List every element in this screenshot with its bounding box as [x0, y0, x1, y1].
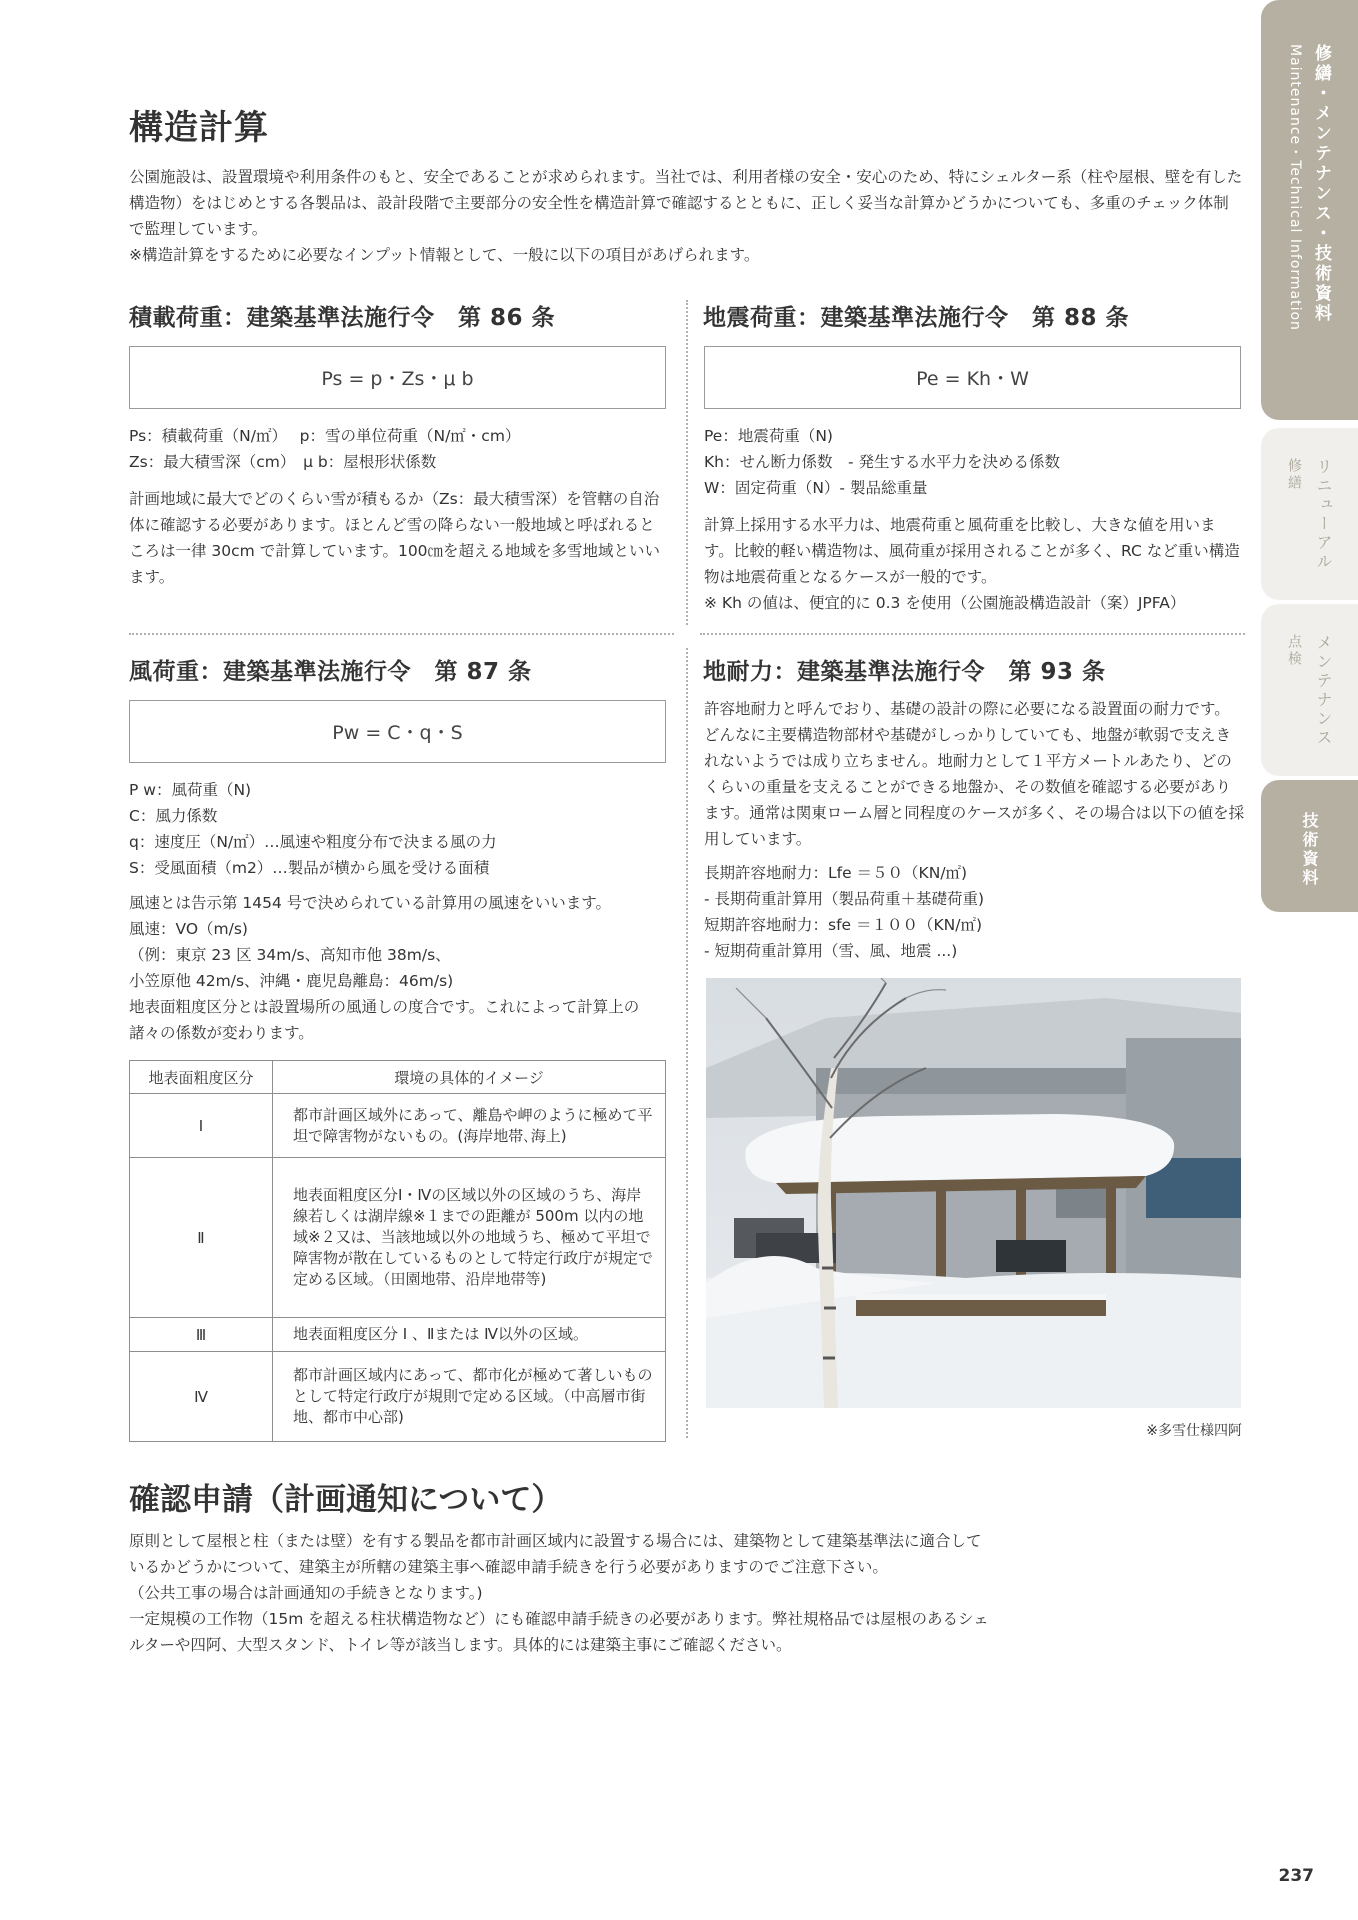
side-tab-maintenance[interactable] [1261, 604, 1358, 776]
definition-line: P w：風荷重（N) [129, 781, 252, 799]
wind-body-line: 風速：VO（m/s) [129, 920, 248, 938]
roughness-class: Ⅳ [130, 1352, 273, 1442]
side-tab-label: メンテナンス [1314, 634, 1333, 748]
roughness-class: Ⅲ [130, 1318, 273, 1352]
table-header: 環境の具体的イメージ [273, 1061, 666, 1094]
snow-load-body [129, 486, 669, 590]
side-tab-sub: Maintenance・Technical Information [1287, 44, 1303, 331]
intro-paragraph: 公園施設は、設置環境や利用条件のもと、安全であることが求められます。当社では、利用者様の安全・安心のため、特にシェルター系（柱や屋根、壁を有した構造物）をはじめとする各製品は、設計段階で主要部分の安全性を構造計算で確認するとともに、正しく妥当な計算かどうかについても、多重のチェック体制で監理しています。 [129, 168, 1243, 238]
confirm-text: 原則として屋根と柱（または壁）を有する製品を都市計画区域内に設置する場合には、建築物として建築基準法に適合しているかどうかについて、建築主が所轄の建築主事へ確認申請手続きを行う必要がありますのでご注意下さい。 [129, 1532, 982, 1576]
wind-load-formula: Pw = C・q・S [129, 700, 666, 763]
table-row [130, 1094, 666, 1158]
side-tab-label: 修繕・メンテナンス・技術資料 [1311, 44, 1331, 324]
wind-load-heading: 風荷重：建築基準法施行令 第 87 条 [129, 659, 532, 685]
side-tab-label: 技術資料 [1300, 812, 1319, 888]
bearing-body [704, 696, 1245, 852]
bearing-values [704, 860, 984, 964]
bearing-value-line: 短期許容地耐力：sfe ＝１００（KN/㎡) [704, 916, 983, 934]
bearing-value-line: - 長期荷重計算用（製品荷重＋基礎荷重) [704, 890, 985, 908]
table-header: 地表面粗度区分 [130, 1061, 273, 1094]
side-tab-label: リニューアル [1314, 458, 1333, 572]
page-title: 構造計算 [129, 108, 269, 148]
roughness-class: Ⅰ [130, 1094, 273, 1158]
snow-load-text: 計画地域に最大でどのくらい雪が積もるか（Zs：最大積雪深）を管轄の自治体に確認する必要があります。ほとんど雪の降らない一般地域と呼ばれるところは一律 30cm で計算しています。100㎝を超える地域を多雪地域といいます。 [129, 490, 661, 586]
bearing-text: 許容地耐力と呼んでおり、基礎の設計の際に必要になる設置面の耐力です。どんなに主要構造物部材や基礎がしっかりしていても、地盤が軟弱で支えきれないようでは成り立ちません。地耐力として１平方メートルあたり、どのくらいの重量を支えることができる地盤か、その数値を確認する必要があります。通常は関東ローム層と同程度のケースが多く、その場合は以下の値を採用しています。 [704, 700, 1245, 848]
intro-text [129, 164, 1244, 268]
confirm-text: 一定規模の工作物（15m を超える柱状構造物など）にも確認申請手続きの必要があります。弊社規格品では屋根のあるシェルターや四阿、大型スタンド、トイレ等が該当します。具体的には建築主事にご確認ください。 [129, 1610, 989, 1654]
snow-load-formula: Ps = p・Zs・μ b [129, 346, 666, 409]
bearing-value-line: - 短期荷重計算用（雪、風、地震 ...) [704, 942, 958, 960]
definition-line: W：固定荷重（N）- 製品総重量 [704, 479, 928, 497]
wind-load-definitions [129, 777, 497, 881]
row-divider-left [129, 633, 674, 635]
seismic-load-heading: 地震荷重：建築基準法施行令 第 88 条 [703, 305, 1130, 331]
side-tab-renewal[interactable] [1261, 428, 1358, 600]
seismic-load-text: 計算上採用する水平力は、地震荷重と風荷重を比較し、大きな値を用います。比較的軽い構造物は、風荷重が採用されることが多く、RC など重い構造物は地震荷重となるケースが一般的です。 [704, 516, 1240, 586]
seismic-load-note: ※ Kh の値は、便宜的に 0.3 を使用（公園施設構造設計（案）JPFA） [704, 594, 1186, 612]
roughness-description: 都市計画区域外にあって、離島や岬のように極めて平坦で障害物がないもの。(海岸地帯､海上) [273, 1094, 666, 1158]
definition-line: Kh：せん断力係数 - 発生する水平力を決める係数 [704, 453, 1061, 471]
side-tab-sub: 点検 [1286, 634, 1302, 668]
snow-load-definitions [129, 423, 520, 475]
photo-caption: ※多雪仕様四阿 [1146, 1423, 1242, 1439]
roughness-description: 地表面粗度区分 Ⅰ 、Ⅱまたは Ⅳ以外の区域。 [273, 1318, 666, 1352]
table-row [130, 1318, 666, 1352]
definition-line: Zs：最大積雪深（cm） μ b：屋根形状係数 [129, 453, 437, 471]
page-number: 237 [1278, 1866, 1314, 1886]
seismic-load-body [704, 512, 1244, 616]
confirm-text: （公共工事の場合は計画通知の手続きとなります。) [129, 1584, 483, 1602]
roughness-description: 地表面粗度区分Ⅰ・Ⅳの区域以外の区域のうち、海岸線若しくは湖岸線※１までの距離が 500m 以内の地域※２又は、当該地域以外の地域うち、極めて平坦で障害物が散在しているものとして特定行政庁が規定で定める区域。（田園地帯、沿岸地帯等) [273, 1158, 666, 1318]
bearing-value-line: 長期許容地耐力：Lfe ＝５０（KN/㎡) [704, 864, 968, 882]
wind-body-line: （例：東京 23 区 34m/s、高知市他 38m/s、 [129, 946, 451, 964]
side-tab-maintenance-technical[interactable] [1261, 0, 1358, 420]
side-tab-technical[interactable] [1261, 780, 1358, 912]
definition-line: S：受風面積（m2）…製品が横から風を受ける面積 [129, 859, 490, 877]
column-divider-top [686, 300, 688, 625]
column-divider-bottom [686, 648, 688, 1438]
roughness-description: 都市計画区域内にあって、都市化が極めて著しいものとして特定行政庁が規則で定める区域。（中高層市街地、都市中心部) [273, 1352, 666, 1442]
side-tab-sub: 修繕 [1286, 458, 1302, 492]
snow-gazebo-photo [706, 978, 1241, 1408]
seismic-load-formula: Pe = Kh・W [704, 346, 1241, 409]
snow-load-heading: 積載荷重：建築基準法施行令 第 86 条 [129, 305, 556, 331]
table-row [130, 1352, 666, 1442]
definition-line: Pe：地震荷重（N) [704, 427, 833, 445]
table-row [130, 1158, 666, 1318]
wind-load-body [129, 890, 669, 1046]
wind-body-line: 地表面粗度区分とは設置場所の風通しの度合です。これによって計算上の諸々の係数が変わります。 [129, 998, 640, 1042]
confirm-heading: 確認申請（計画通知について） [129, 1482, 563, 1518]
bearing-heading: 地耐力：建築基準法施行令 第 93 条 [703, 659, 1106, 685]
definition-line: q：速度圧（N/㎡）…風速や粗度分布で決まる風の力 [129, 833, 497, 851]
row-divider-right [700, 633, 1245, 635]
wind-body-line: 風速とは告示第 1454 号で決められている計算用の風速をいいます。 [129, 894, 612, 912]
definition-line: Ps：積載荷重（N/㎡） p：雪の単位荷重（N/㎡・cm） [129, 427, 521, 445]
roughness-table [129, 1060, 666, 1442]
seismic-load-definitions [704, 423, 1060, 501]
confirm-body [129, 1528, 989, 1658]
wind-body-line: 小笠原他 42m/s、沖縄・鹿児島離島：46m/s) [129, 972, 454, 990]
definition-line: C：風力係数 [129, 807, 218, 825]
roughness-class: Ⅱ [130, 1158, 273, 1318]
intro-note: ※構造計算をするために必要なインプット情報として、一般に以下の項目があげられます。 [129, 246, 760, 264]
table-header-row [130, 1061, 666, 1094]
